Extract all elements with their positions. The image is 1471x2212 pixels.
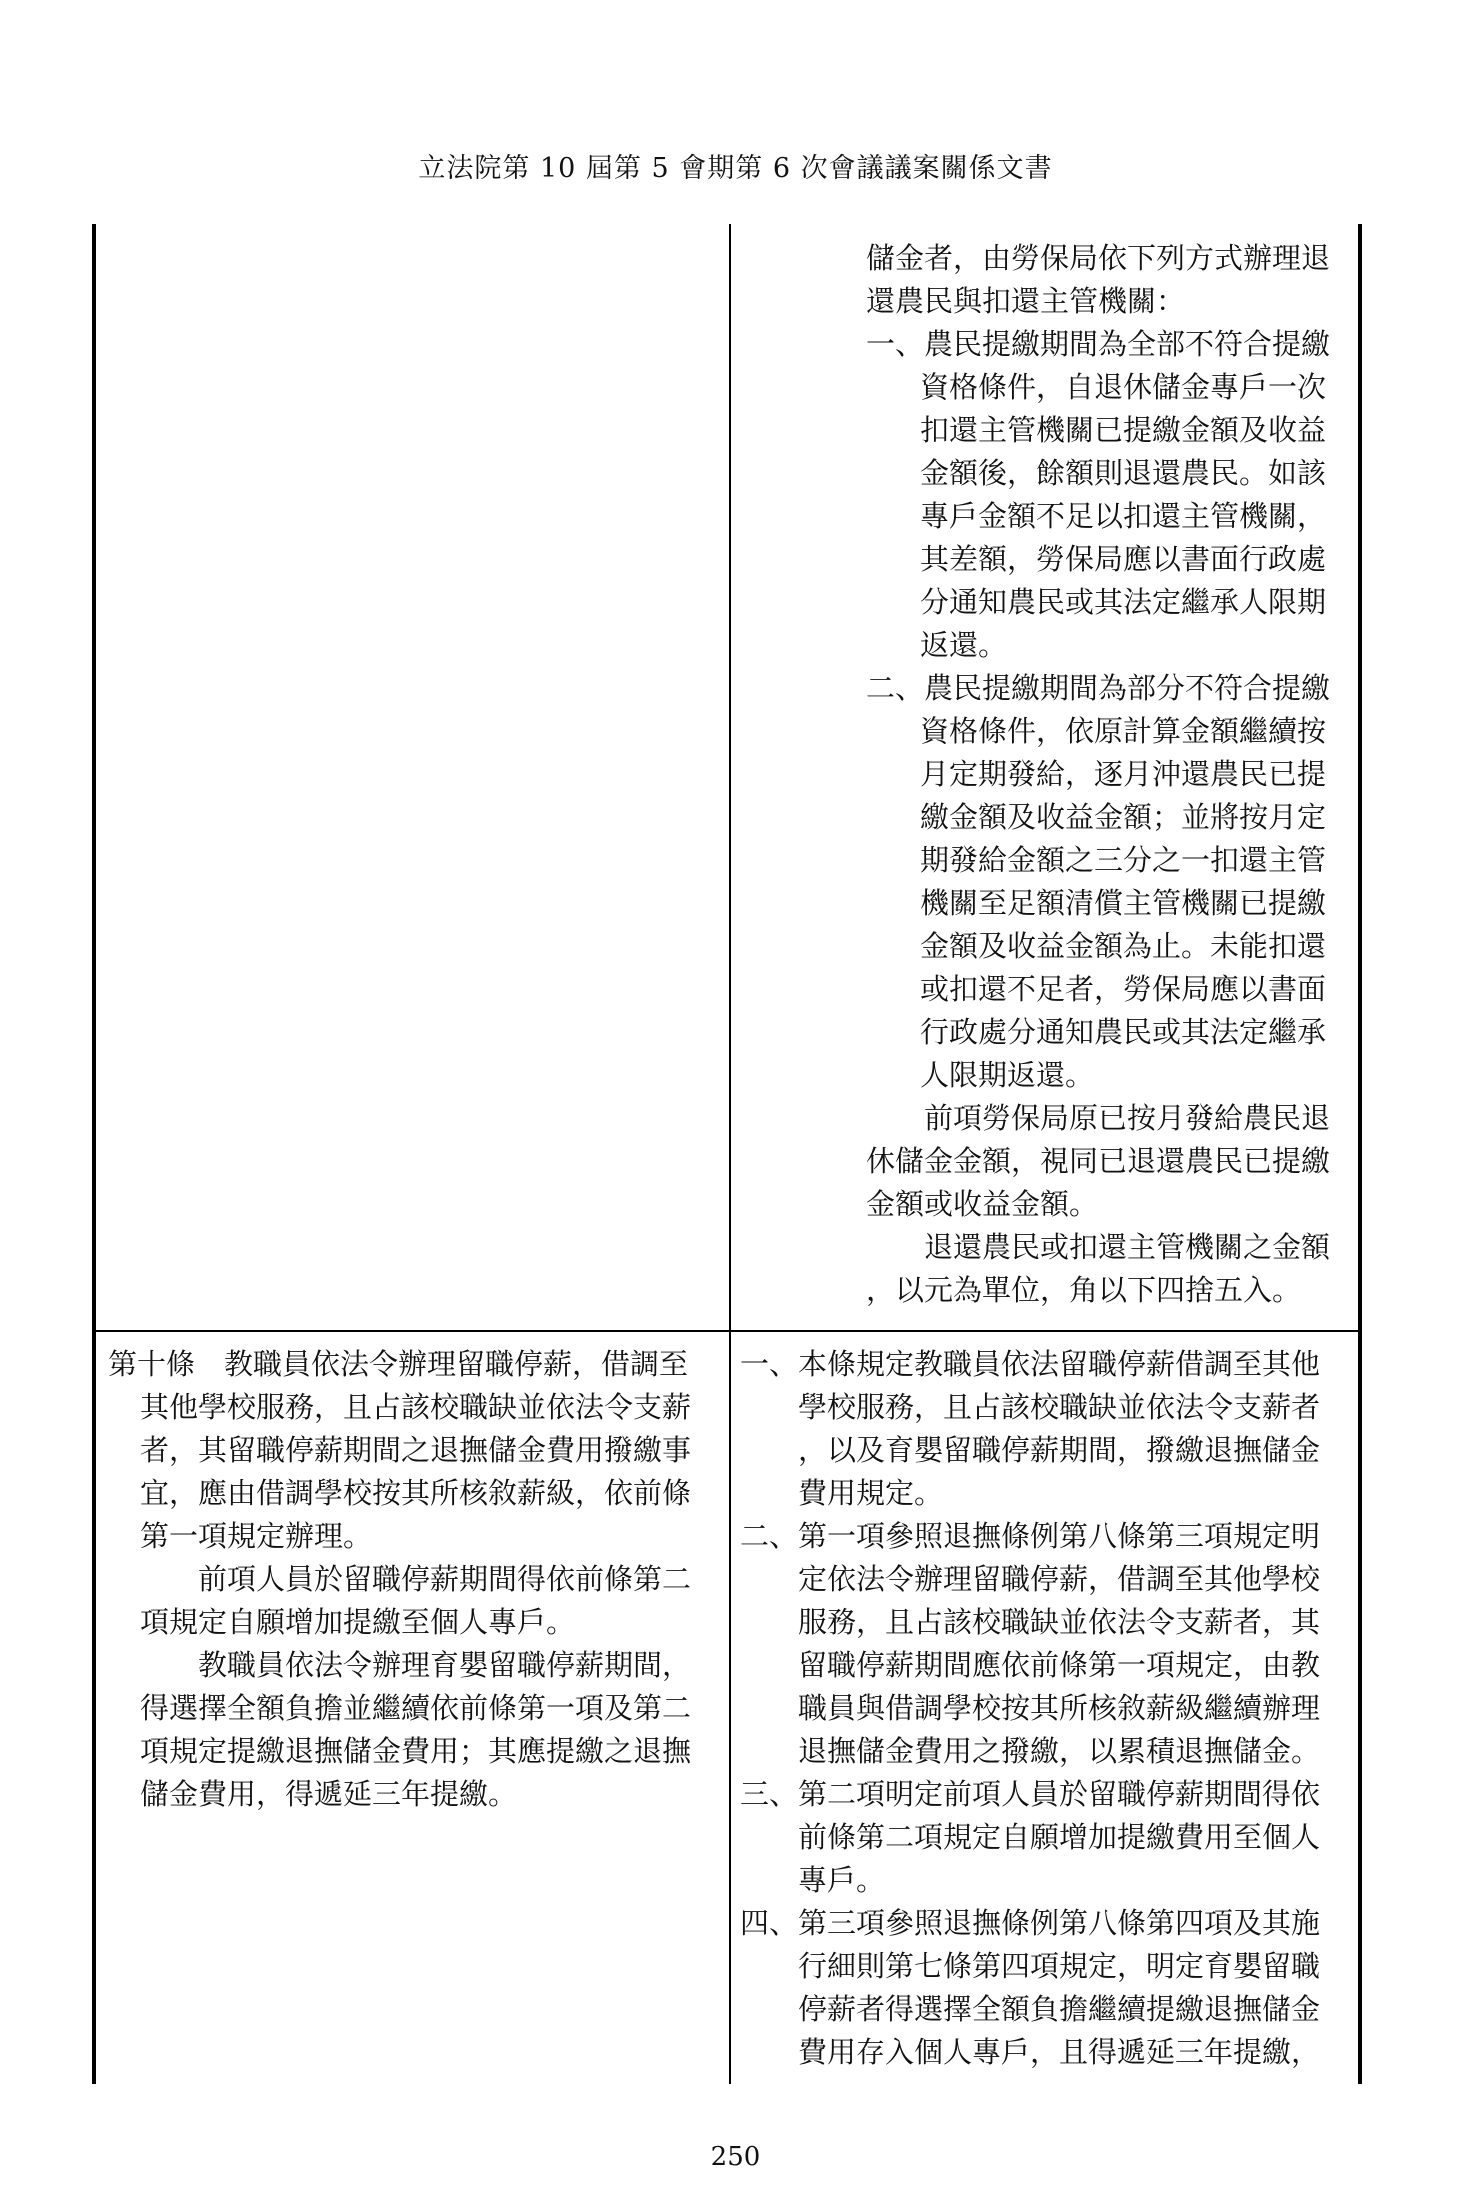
lower-left-cell <box>108 1343 718 1816</box>
text-line: 學校服務，且占該校職缺並依法令支薪者 <box>798 1390 1321 1424</box>
text-line: 第一項規定辦理。 <box>140 1519 373 1553</box>
text-line: 期發給金額之三分之一扣還主管 <box>920 843 1327 877</box>
text-line: 分通知農民或其法定繼承人限期 <box>920 585 1327 619</box>
text-line: 還農民與扣還主管機關： <box>866 284 1186 318</box>
text-line: 留職停薪期間應依前條第一項規定，由教 <box>798 1648 1321 1682</box>
text-line: 者，其留職停薪期間之退撫儲金費用撥繳事 <box>140 1433 692 1467</box>
list-item-heading: 二、第一項參照退撫條例第八條第三項規定明 <box>740 1519 1321 1553</box>
text-line: 服務，且占該校職缺並依法令支薪者，其 <box>798 1605 1321 1639</box>
text-line: 定依法令辦理留職停薪，借調至其他學校 <box>798 1562 1321 1596</box>
text-line: 專戶金額不足以扣還主管機關， <box>920 499 1327 533</box>
text-line: ，以元為單位，角以下四捨五入。 <box>866 1273 1302 1307</box>
text-line: 扣還主管機關已提繳金額及收益 <box>920 413 1327 447</box>
text-line: 退撫儲金費用之撥繳，以累積退撫儲金。 <box>798 1734 1321 1768</box>
list-item-heading: 三、第二項明定前項人員於留職停薪期間得依 <box>740 1777 1321 1811</box>
text-line: 繳金額及收益金額；並將按月定 <box>920 800 1327 834</box>
list-item-heading: 一、本條規定教職員依法留職停薪借調至其他 <box>740 1347 1321 1381</box>
text-line: 項規定自願增加提繳至個人專戶。 <box>140 1605 576 1639</box>
table-right-border <box>1358 224 1362 2084</box>
text-line: 儲金費用，得遞延三年提繳。 <box>140 1777 518 1811</box>
text-line: 休儲金金額，視同已退還農民已提繳 <box>866 1144 1331 1178</box>
list-item-heading: 四、第三項參照退撫條例第八條第四項及其施 <box>740 1906 1321 1940</box>
lower-right-cell <box>740 1343 1356 2074</box>
text-line: 宜，應由借調學校按其所核敘薪級，依前條 <box>140 1476 692 1510</box>
list-item-heading: 一、農民提繳期間為全部不符合提繳 <box>866 327 1331 361</box>
text-line: 費用規定。 <box>798 1476 944 1510</box>
text-line: 項規定提繳退撫儲金費用；其應提繳之退撫 <box>140 1734 692 1768</box>
text-line: 前項勞保局原已按月發給農民退 <box>924 1101 1331 1135</box>
text-line: 教職員依法令辦理育嬰留職停薪期間， <box>198 1648 692 1682</box>
text-line: 退還農民或扣還主管機關之金額 <box>924 1230 1331 1264</box>
text-line: 得選擇全額負擔並繼續依前條第一項及第二 <box>140 1691 692 1725</box>
text-line: 資格條件，依原計算金額繼續按 <box>920 714 1327 748</box>
text-line: 前項人員於留職停薪期間得依前條第二 <box>198 1562 692 1596</box>
text-line: 返還。 <box>920 628 1008 662</box>
page-number: 250 <box>710 2142 761 2172</box>
text-line: 人限期返還。 <box>920 1058 1095 1092</box>
text-line: 行政處分通知農民或其法定繼承 <box>920 1015 1327 1049</box>
text-line: 或扣還不足者，勞保局應以書面 <box>920 972 1327 1006</box>
text-line: 停薪者得選擇全額負擔繼續提繳退撫儲金 <box>798 1992 1321 2026</box>
text-line: 機關至足額清償主管機關已提繳 <box>920 886 1327 920</box>
table-center-divider <box>729 224 731 2084</box>
text-line: 金額及收益金額為止。未能扣還 <box>920 929 1327 963</box>
text-line: ，以及育嬰留職停薪期間，撥繳退撫儲金 <box>798 1433 1321 1467</box>
text-line: 費用存入個人專戶，且得遞延三年提繳， <box>798 2035 1321 2069</box>
text-line: 其差額，勞保局應以書面行政處 <box>920 542 1327 576</box>
page-header: 立法院第 10 屆第 5 會期第 6 次會議議案關係文書 <box>418 153 1053 184</box>
text-line: 金額或收益金額。 <box>866 1187 1099 1221</box>
article-heading: 第十條 教職員依法令辦理留職停薪，借調至 <box>108 1347 689 1381</box>
text-line: 儲金者，由勞保局依下列方式辦理退 <box>866 241 1331 275</box>
upper-right-cell <box>866 237 1356 1312</box>
row-divider <box>92 1330 1362 1332</box>
text-line: 資格條件，自退休儲金專戶一次 <box>920 370 1327 404</box>
text-line: 行細則第七條第四項規定，明定育嬰留職 <box>798 1949 1321 1983</box>
text-line: 前條第二項規定自願增加提繳費用至個人 <box>798 1820 1321 1854</box>
text-line: 專戶。 <box>798 1863 886 1897</box>
text-line: 金額後，餘額則退還農民。如該 <box>920 456 1327 490</box>
text-line: 月定期發給，逐月沖還農民已提 <box>920 757 1327 791</box>
text-line: 其他學校服務，且占該校職缺並依法令支薪 <box>140 1390 692 1424</box>
text-line: 職員與借調學校按其所核敘薪級繼續辦理 <box>798 1691 1321 1725</box>
table-left-border <box>92 224 96 2084</box>
list-item-heading: 二、農民提繳期間為部分不符合提繳 <box>866 671 1331 705</box>
